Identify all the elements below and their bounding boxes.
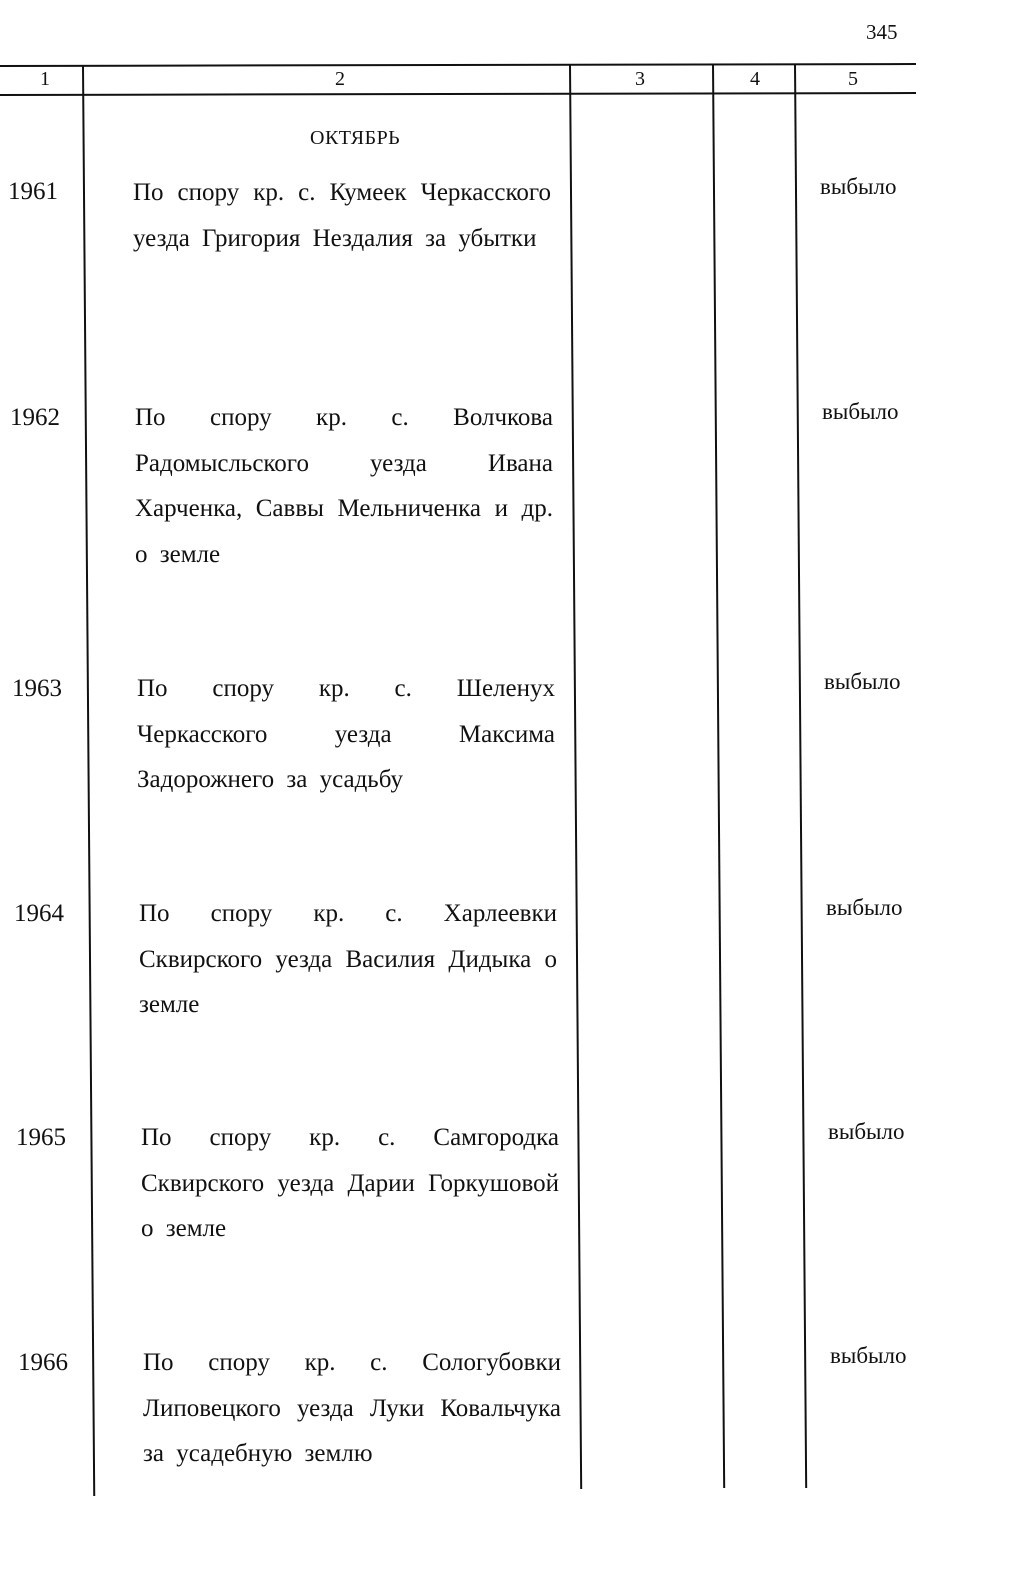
column-divider-2 (569, 65, 582, 1489)
entry-status: выбыло (828, 1119, 905, 1144)
section-month-heading: ОКТЯБРЬ (310, 127, 401, 149)
entry-status: выбыло (824, 669, 901, 694)
entry-description: По спору кр. с. Шеленух Черкасского уезда Максима Задорожнего за усадьбу (137, 675, 555, 793)
column-header-5: 5 (848, 68, 858, 90)
column-header-1: 1 (40, 68, 50, 90)
entry-status: выбыло (822, 399, 899, 424)
column-header-4: 4 (750, 68, 760, 90)
page-number: 345 (866, 20, 898, 44)
entry-status: выбыло (820, 174, 897, 199)
column-divider-1 (82, 66, 95, 1496)
entry-description: По спору кр. с. Харлеевки Сквирского уезда Василия Дидыка о земле (139, 900, 557, 1018)
column-header-3: 3 (635, 68, 645, 90)
entry-number: 1961 (8, 178, 58, 205)
entry-number: 1965 (16, 1124, 66, 1151)
entry-number: 1963 (12, 675, 62, 702)
entry-status: выбыло (830, 1343, 907, 1368)
entry-description: По спору кр. с. Самгородка Сквирского уезда Дарии Горкушовой о земле (141, 1124, 559, 1242)
column-header-2: 2 (335, 68, 345, 90)
column-divider-3 (712, 64, 725, 1488)
column-divider-4 (794, 64, 807, 1488)
entry-number: 1966 (18, 1349, 68, 1376)
entry-description: По спору кр. с. Кумеек Черкасского уезда Григория Нездалия за убытки (133, 179, 551, 252)
table-top-rule (0, 63, 916, 67)
entry-number: 1964 (14, 900, 64, 927)
entry-status: выбыло (826, 895, 903, 920)
entry-description: По спору кр. с. Волчкова Радомысльского уезда Ивана Харченка, Саввы Мельниченка и др. о земле (135, 404, 553, 568)
entry-number: 1962 (10, 404, 60, 431)
table-header-bottom-rule (0, 92, 916, 96)
entry-description: По спору кр. с. Сологубовки Липовецкого уезда Луки Ковальчука за усадебную землю (143, 1349, 561, 1467)
